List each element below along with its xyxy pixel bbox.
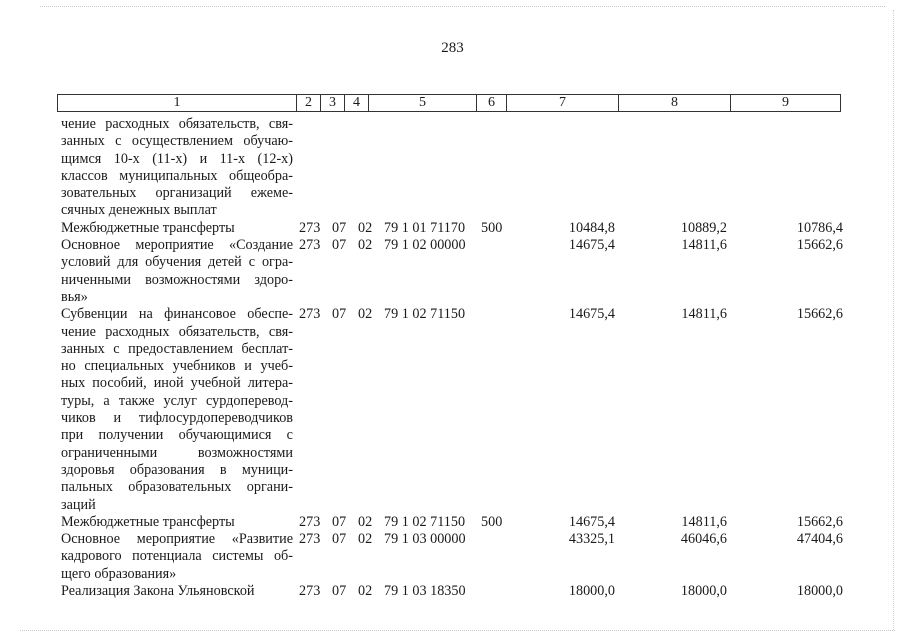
description-line: чение расходных обязательств, свя- <box>61 116 293 132</box>
description-line: зовательных организаций ежеме- <box>61 185 293 202</box>
row-description <box>61 116 293 220</box>
expense-type-code: 500 <box>481 219 503 236</box>
target-article-code: 79 1 03 00000 <box>384 531 466 548</box>
header-cell-4: 4 <box>345 95 369 111</box>
row-description <box>61 583 293 600</box>
description-line: Основное мероприятие «Развитие <box>61 531 293 548</box>
description-line: Субвенции на финансовое обеспе- <box>61 306 293 323</box>
amount-col-8: 14811,6 <box>681 306 727 323</box>
header-cell-9: 9 <box>782 95 789 110</box>
description-line: щимся 10-х (11-х) и 11-х (12-х) <box>61 150 293 167</box>
description-line: чиков и тифлосурдопереводчиков <box>61 410 293 427</box>
amount-col-9: 10786,4 <box>796 219 843 236</box>
description-line: здоровья образования в муници- <box>61 461 293 478</box>
description-line: Основное мероприятие «Создание <box>61 237 293 254</box>
admin-code: 273 <box>299 219 321 236</box>
header-cell-8: 8 <box>619 95 731 111</box>
description-line: условий для обучения детей с огра- <box>61 254 293 271</box>
description-line: ных пособий, иной учебной литера- <box>61 375 293 392</box>
header-cell-5: 5 <box>369 95 477 111</box>
description-line: занных с осуществлением обучаю- <box>61 133 293 150</box>
row-description <box>61 237 293 306</box>
header-cell-7: 7 <box>507 95 619 111</box>
amount-col-9: 47404,6 <box>796 531 843 548</box>
amount-col-7: 18000,0 <box>568 583 615 600</box>
amount-col-7: 14675,4 <box>568 237 615 254</box>
admin-code: 273 <box>299 583 321 600</box>
description-line: туры, а также услуг сурдоперевод- <box>61 392 293 409</box>
header-cell-3: 3 <box>321 95 345 111</box>
amount-col-9: 15662,6 <box>796 513 843 530</box>
description-line: щего образования» <box>61 565 177 582</box>
target-article-code: 79 1 03 18350 <box>384 583 466 600</box>
header-cell-6: 6 <box>477 95 507 111</box>
description-line: заций <box>61 496 96 513</box>
amount-col-7: 10484,8 <box>568 219 615 236</box>
description-line: при получении обучающимися с <box>61 427 293 444</box>
description-line: чение расходных обязательств, свя- <box>61 323 293 340</box>
amount-col-8: 14811,6 <box>681 237 727 254</box>
scan-edge-right <box>893 10 895 630</box>
row-description <box>61 220 293 237</box>
amount-col-7: 43325,1 <box>568 531 615 548</box>
section-code: 07 <box>332 583 347 600</box>
admin-code: 273 <box>299 306 321 323</box>
scan-edge-top <box>40 6 885 8</box>
amount-col-9: 15662,6 <box>796 237 843 254</box>
admin-code: 273 <box>299 531 321 548</box>
subsection-code: 02 <box>358 531 373 548</box>
description-line: ниченными возможностями здоро- <box>61 271 293 288</box>
subsection-code: 02 <box>358 219 373 236</box>
subsection-code: 02 <box>358 237 373 254</box>
subsection-code: 02 <box>358 306 373 323</box>
section-code: 07 <box>332 219 347 236</box>
description-line: пальных образовательных органи- <box>61 479 293 496</box>
description-line: сячных денежных выплат <box>61 202 217 219</box>
subsection-code: 02 <box>358 513 373 530</box>
description-line: кадрового потенциала системы об- <box>61 548 293 565</box>
amount-col-8: 46046,6 <box>680 531 727 548</box>
amount-col-9: 18000,0 <box>796 583 843 600</box>
amount-col-9: 15662,6 <box>796 306 843 323</box>
admin-code: 273 <box>299 237 321 254</box>
section-code: 07 <box>332 237 347 254</box>
description-line: Межбюджетные трансферты <box>61 513 235 530</box>
amount-col-8: 14811,6 <box>681 513 727 530</box>
row-description <box>61 531 293 583</box>
page-number: 283 <box>441 40 464 56</box>
target-article-code: 79 1 02 00000 <box>384 237 466 254</box>
subsection-code: 02 <box>358 583 373 600</box>
row-description <box>61 514 293 531</box>
amount-col-8: 10889,2 <box>680 219 727 236</box>
table-header-row <box>57 94 841 112</box>
description-line: Межбюджетные трансферты <box>61 219 235 236</box>
row-description <box>61 306 293 514</box>
description-line: классов муниципальных общеобра- <box>61 167 293 184</box>
description-line: вья» <box>61 288 88 305</box>
admin-code: 273 <box>299 513 321 530</box>
target-article-code: 79 1 01 71170 <box>384 219 466 236</box>
header-cell-2: 2 <box>297 95 321 111</box>
target-article-code: 79 1 02 71150 <box>384 306 466 323</box>
expense-type-code: 500 <box>481 513 503 530</box>
section-code: 07 <box>332 306 347 323</box>
amount-col-7: 14675,4 <box>568 306 615 323</box>
header-cell-1: 1 <box>58 95 297 111</box>
description-line: Реализация Закона Ульяновской <box>61 583 255 600</box>
target-article-code: 79 1 02 71150 <box>384 513 466 530</box>
scan-edge-bottom <box>20 630 895 632</box>
description-line: занных с предоставлением бесплат- <box>61 340 293 357</box>
description-line: ограниченными возможностями <box>61 444 293 461</box>
section-code: 07 <box>332 531 347 548</box>
amount-col-8: 18000,0 <box>680 583 727 600</box>
amount-col-7: 14675,4 <box>568 513 615 530</box>
section-code: 07 <box>332 513 347 530</box>
description-line: но специальных учебников и учеб- <box>61 358 293 375</box>
